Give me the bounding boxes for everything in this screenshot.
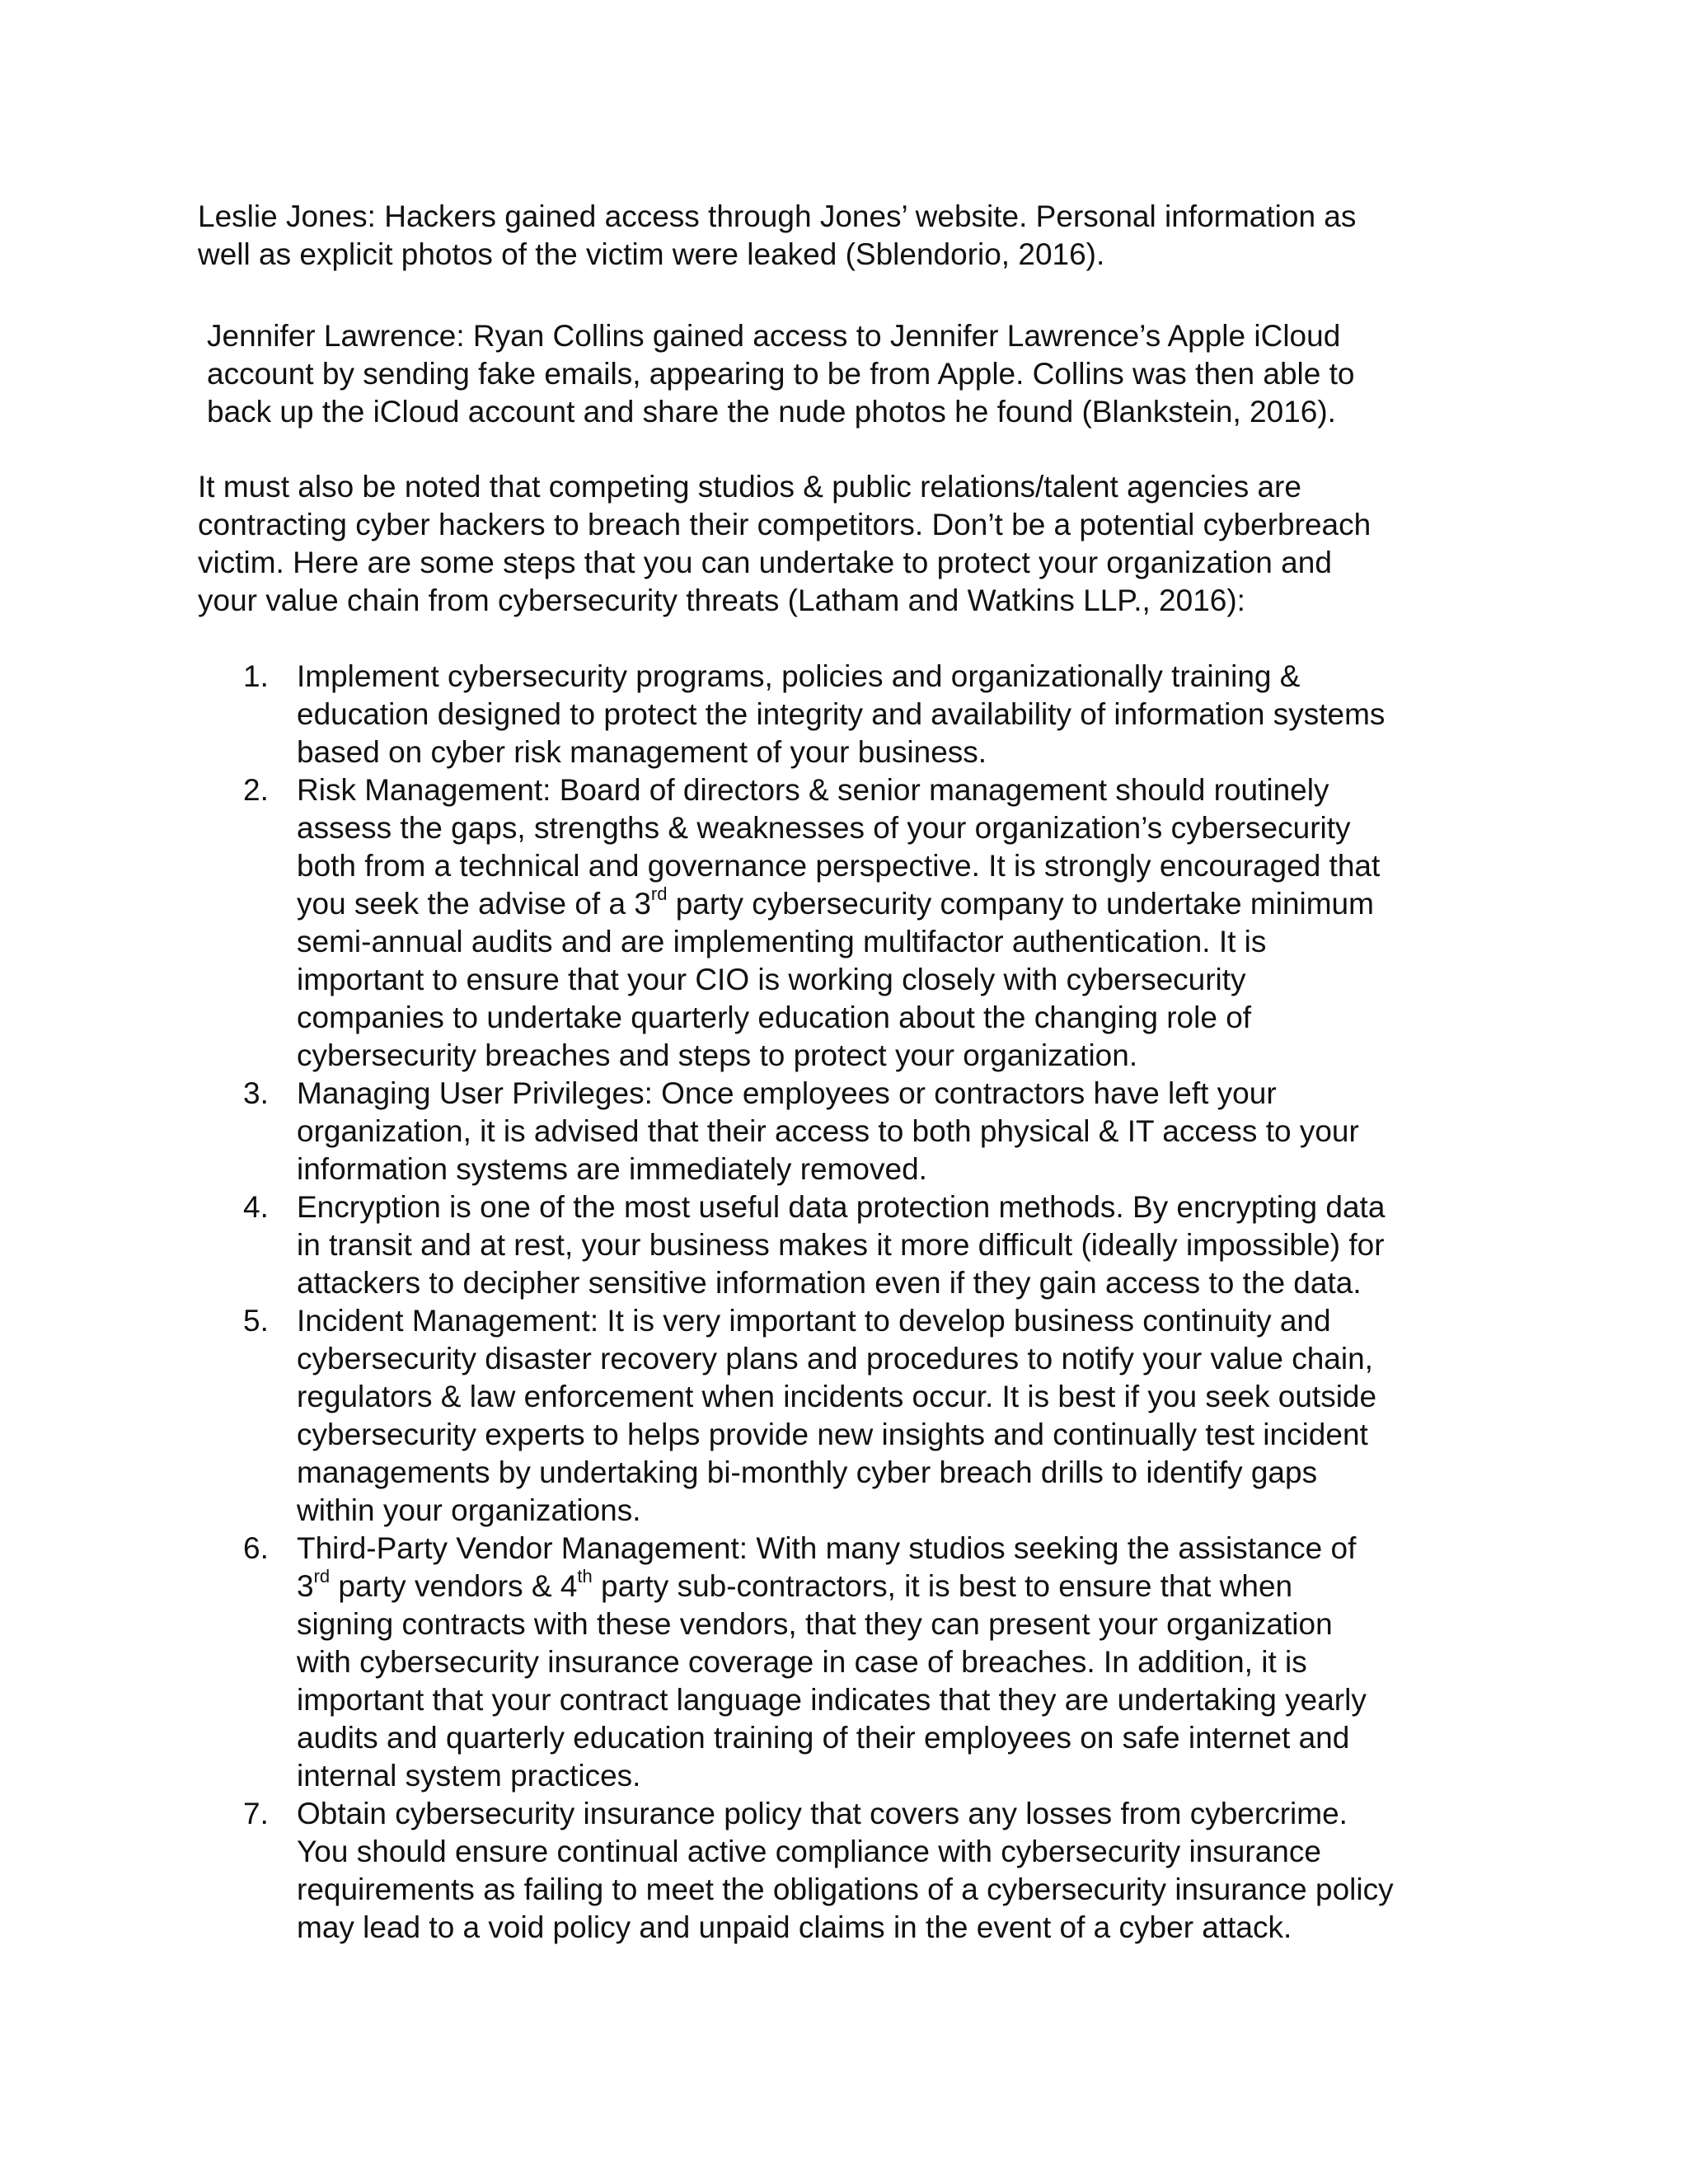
text-segment: Risk Management: Board of directors & senior management should routinely assess the gaps, strengths & weaknesses of your organization’s cybersecurity both from a technical and governance perspective. It is strongly encouraged that you seek the advise of a 3 bbox=[297, 773, 1381, 921]
list-item-text: Managing User Privileges: Once employees or contractors have left your organization, it is advised that their access to both physical & IT access to your information systems are immediately removed. bbox=[297, 1076, 1359, 1186]
list-item-text bbox=[297, 1530, 1550, 1795]
list-item bbox=[198, 1188, 1550, 1302]
text-segment: party vendors & 4 bbox=[330, 1569, 578, 1603]
text-segment: Third-Party Vendor Management: With many studios seeking the assistance of 3 bbox=[297, 1531, 1357, 1603]
ordinal-superscript: rd bbox=[313, 1565, 331, 1586]
jennifer-lawrence-paragraph: Jennifer Lawrence: Ryan Collins gained access to Jennifer Lawrence’s Apple iCloud account by sending fake emails, appearing to be from Apple. Collins was then able to back up the iCloud account and share the nude photos he found (Blankstein, 2016). bbox=[207, 319, 1355, 429]
list-item bbox=[198, 1530, 1550, 1795]
leslie-jones-paragraph: Leslie Jones: Hackers gained access through Jones’ website. Personal information as well as explicit photos of the victim were leaked (Sblendorio, 2016). bbox=[198, 199, 1357, 271]
list-item-number: 1. bbox=[243, 659, 269, 693]
list-item bbox=[198, 658, 1550, 771]
list-item-number: 5. bbox=[243, 1304, 269, 1338]
list-item-text: Implement cybersecurity programs, policies and organizationally training & education designed to protect the integrity and availability of information systems based on cyber risk management of your business. bbox=[297, 659, 1386, 769]
list-item-number: 7. bbox=[243, 1797, 269, 1830]
list-item bbox=[198, 1302, 1550, 1530]
list-item-number: 3. bbox=[243, 1076, 269, 1110]
intro-paragraph: It must also be noted that competing studios & public relations/talent agencies are contracting cyber hackers to breach their competitors. Don’t be a potential cyberbreach victim. Here are some steps that you can undertake to protect your organization and your value chain from cybersecurity threats (Latham and Watkins LLP., 2016): bbox=[198, 470, 1372, 617]
list-item-text: Encryption is one of the most useful data protection methods. By encrypting data in transit and at rest, your business makes it more difficult (ideally impossible) for attackers to decipher sensitive information even if they gain access to the data. bbox=[297, 1190, 1386, 1300]
list-item-number: 4. bbox=[243, 1190, 269, 1224]
ordinal-superscript: th bbox=[577, 1565, 593, 1586]
list-item-text: Obtain cybersecurity insurance policy that covers any losses from cybercrime. You should ensure continual active compliance with cybersecurity insurance requirements as failing to meet the obligations of a cybersecurity insurance policy may lead to a void policy and unpaid claims in the event of a cyber attack. bbox=[297, 1797, 1394, 1944]
text-segment: party cybersecurity company to undertake minimum semi-annual audits and are implementing multifactor authentication. It is important to ensure that your CIO is working closely with cybersecurity companies to undertake quarterly education about the changing role of cybersecurity breaches and steps to protect your organization. bbox=[297, 887, 1374, 1072]
text-segment: party sub-contractors, it is best to ensure that when signing contracts with these vendors, that they can present your organization with cybersecurity insurance coverage in case of breaches. In addition, it is important that your contract language indicates that they are undertaking yearly audits and quarterly education training of their employees on safe internet and internal system practices. bbox=[297, 1569, 1367, 1793]
list-item-number: 6. bbox=[243, 1531, 269, 1565]
list-item bbox=[198, 771, 1550, 1075]
list-item-text bbox=[297, 771, 1550, 1075]
protection-steps-list bbox=[198, 658, 1550, 1947]
list-item-number: 2. bbox=[243, 773, 269, 807]
list-item bbox=[198, 1795, 1550, 1947]
list-item bbox=[198, 1075, 1550, 1188]
ordinal-superscript: rd bbox=[650, 883, 668, 904]
list-item-text: Incident Management: It is very important to develop business continuity and cybersecurity disaster recovery plans and procedures to notify your value chain, regulators & law enforcement when incidents occur. It is best if you seek outside cybersecurity experts to helps provide new insights and continually test incident managements by undertaking bi-monthly cyber breach drills to identify gaps within your organizations. bbox=[297, 1304, 1377, 1527]
